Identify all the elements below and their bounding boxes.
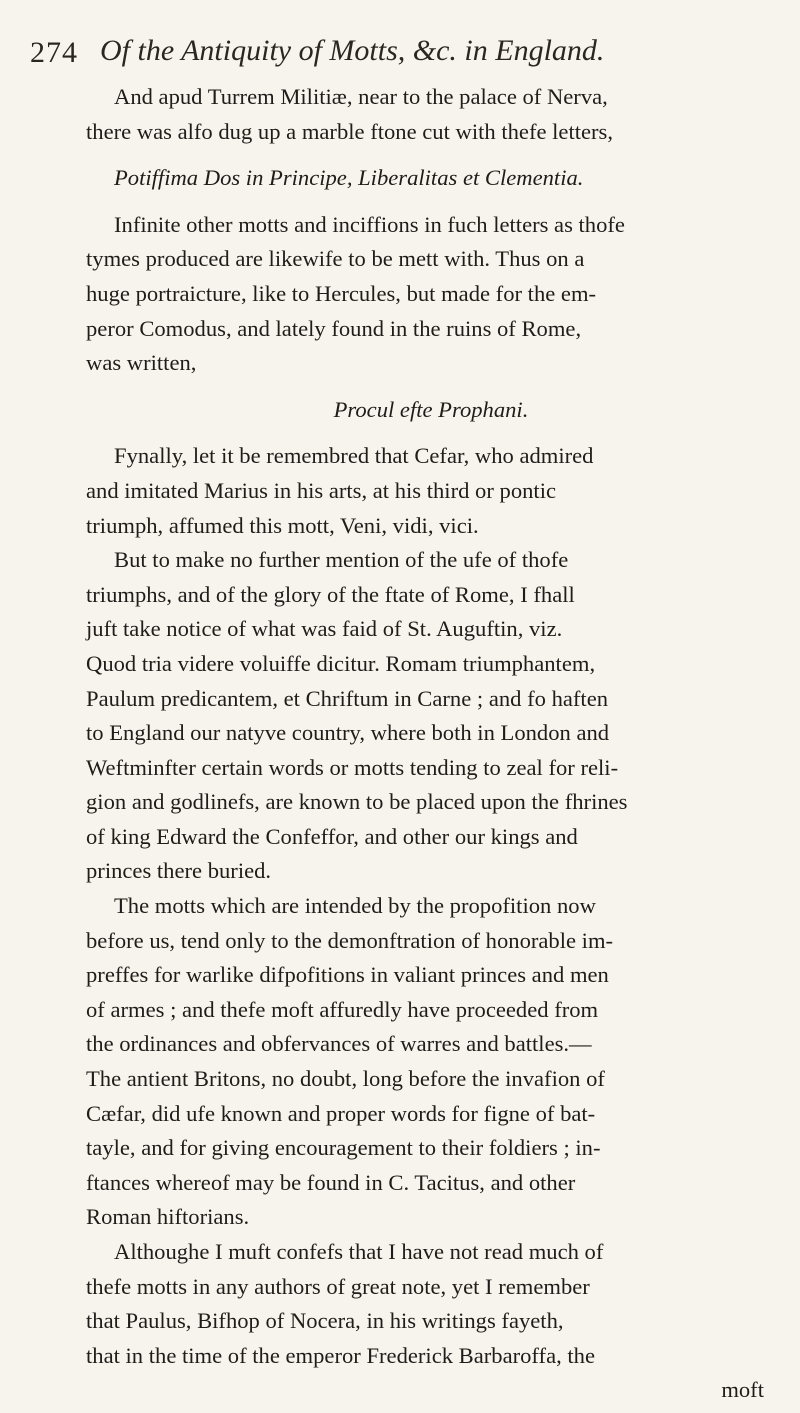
text-line: Althoughe I muft confefs that I have not read much of: [114, 1239, 604, 1264]
text-line: triumph, affumed this mott, Veni, vidi, vici.: [86, 512, 479, 538]
text-line: Weftminfter certain words or motts tending to zeal for reli-: [86, 754, 619, 780]
text-line: But to make no further mention of the ufe of thofe: [114, 547, 569, 573]
text-line: that Paulus, Bifhop of Nocera, in his writings fayeth,: [86, 1308, 564, 1334]
text-line: before us, tend only to the demonftration of honorable im-: [86, 927, 614, 953]
text-line: tymes produced are likewife to be mett with. Thus on a: [86, 246, 585, 272]
latin-inscription: [86, 393, 776, 428]
body-text: [86, 80, 776, 1408]
text-line: peror Comodus, and lately found in the ruins of Rome,: [86, 315, 582, 341]
text-line: juft take notice of what was faid of St. Auguftin, viz.: [86, 616, 563, 642]
page-number: 274: [30, 36, 78, 69]
text-line: that in the time of the emperor Frederick Barbaroffa, the: [86, 1342, 595, 1368]
text-line: triumphs, and of the glory of the ftate of Rome, I fhall: [86, 581, 575, 607]
text-line: tayle, and for giving encouragement to their foldiers ; in-: [86, 1135, 601, 1161]
text-line: and imitated Marius in his arts, at his third or pontic: [86, 477, 557, 503]
text-line: of armes ; and thefe moft affuredly have proceeded from: [86, 996, 599, 1022]
text-line: Roman hiftorians.: [86, 1204, 250, 1230]
text-line: The antient Britons, no doubt, long before the invafion of: [86, 1066, 605, 1092]
text-line: And apud Turrem Militiæ, near to the palace of Nerva,: [114, 84, 608, 109]
latin-inscription-text: Procul efte Prophani.: [333, 396, 529, 422]
text-line: thefe motts in any authors of great note, yet I remember: [86, 1273, 590, 1299]
text-line: Cæfar, did ufe known and proper words for figne of bat-: [86, 1100, 596, 1126]
text-line: The motts which are intended by the propofition now: [114, 893, 596, 919]
text-line: the ordinances and obfervances of warres and battles.—: [86, 1031, 592, 1057]
text-line: of king Edward the Confeffor, and other our kings and: [86, 823, 578, 849]
text-line: princes there buried.: [86, 858, 272, 884]
catchword: moft: [721, 1377, 764, 1403]
text-line: Infinite other motts and inciffions in fuch letters as thofe: [114, 211, 625, 237]
text-line: Quod tria videre voluiffe dicitur. Romam triumphantem,: [86, 650, 596, 676]
running-title: Of the Antiquity of Motts, &c. in England.: [100, 34, 605, 67]
text-line: preffes for warlike difpofitions in valiant princes and men: [86, 962, 609, 988]
latin-inscription: [86, 161, 776, 196]
page-header: [30, 36, 770, 76]
text-line: huge portraicture, like to Hercules, but made for the em-: [86, 280, 597, 306]
latin-inscription-text: Potiffima Dos in Principe, Liberalitas et Clementia.: [114, 165, 584, 191]
text-line: was written,: [86, 350, 197, 376]
text-line: Fynally, let it be remembred that Cefar, who admired: [114, 443, 594, 469]
text-line: Paulum predicantem, et Chriftum in Carne ; and fo haften: [86, 685, 609, 711]
text-line: there was alfo dug up a marble ftone cut with thefe letters,: [86, 118, 613, 144]
text-line: gion and godlinefs, are known to be placed upon the fhrines: [86, 789, 628, 815]
text-line: ftances whereof may be found in C. Tacitus, and other: [86, 1169, 576, 1195]
text-line: to England our natyve country, where both in London and: [86, 720, 610, 746]
